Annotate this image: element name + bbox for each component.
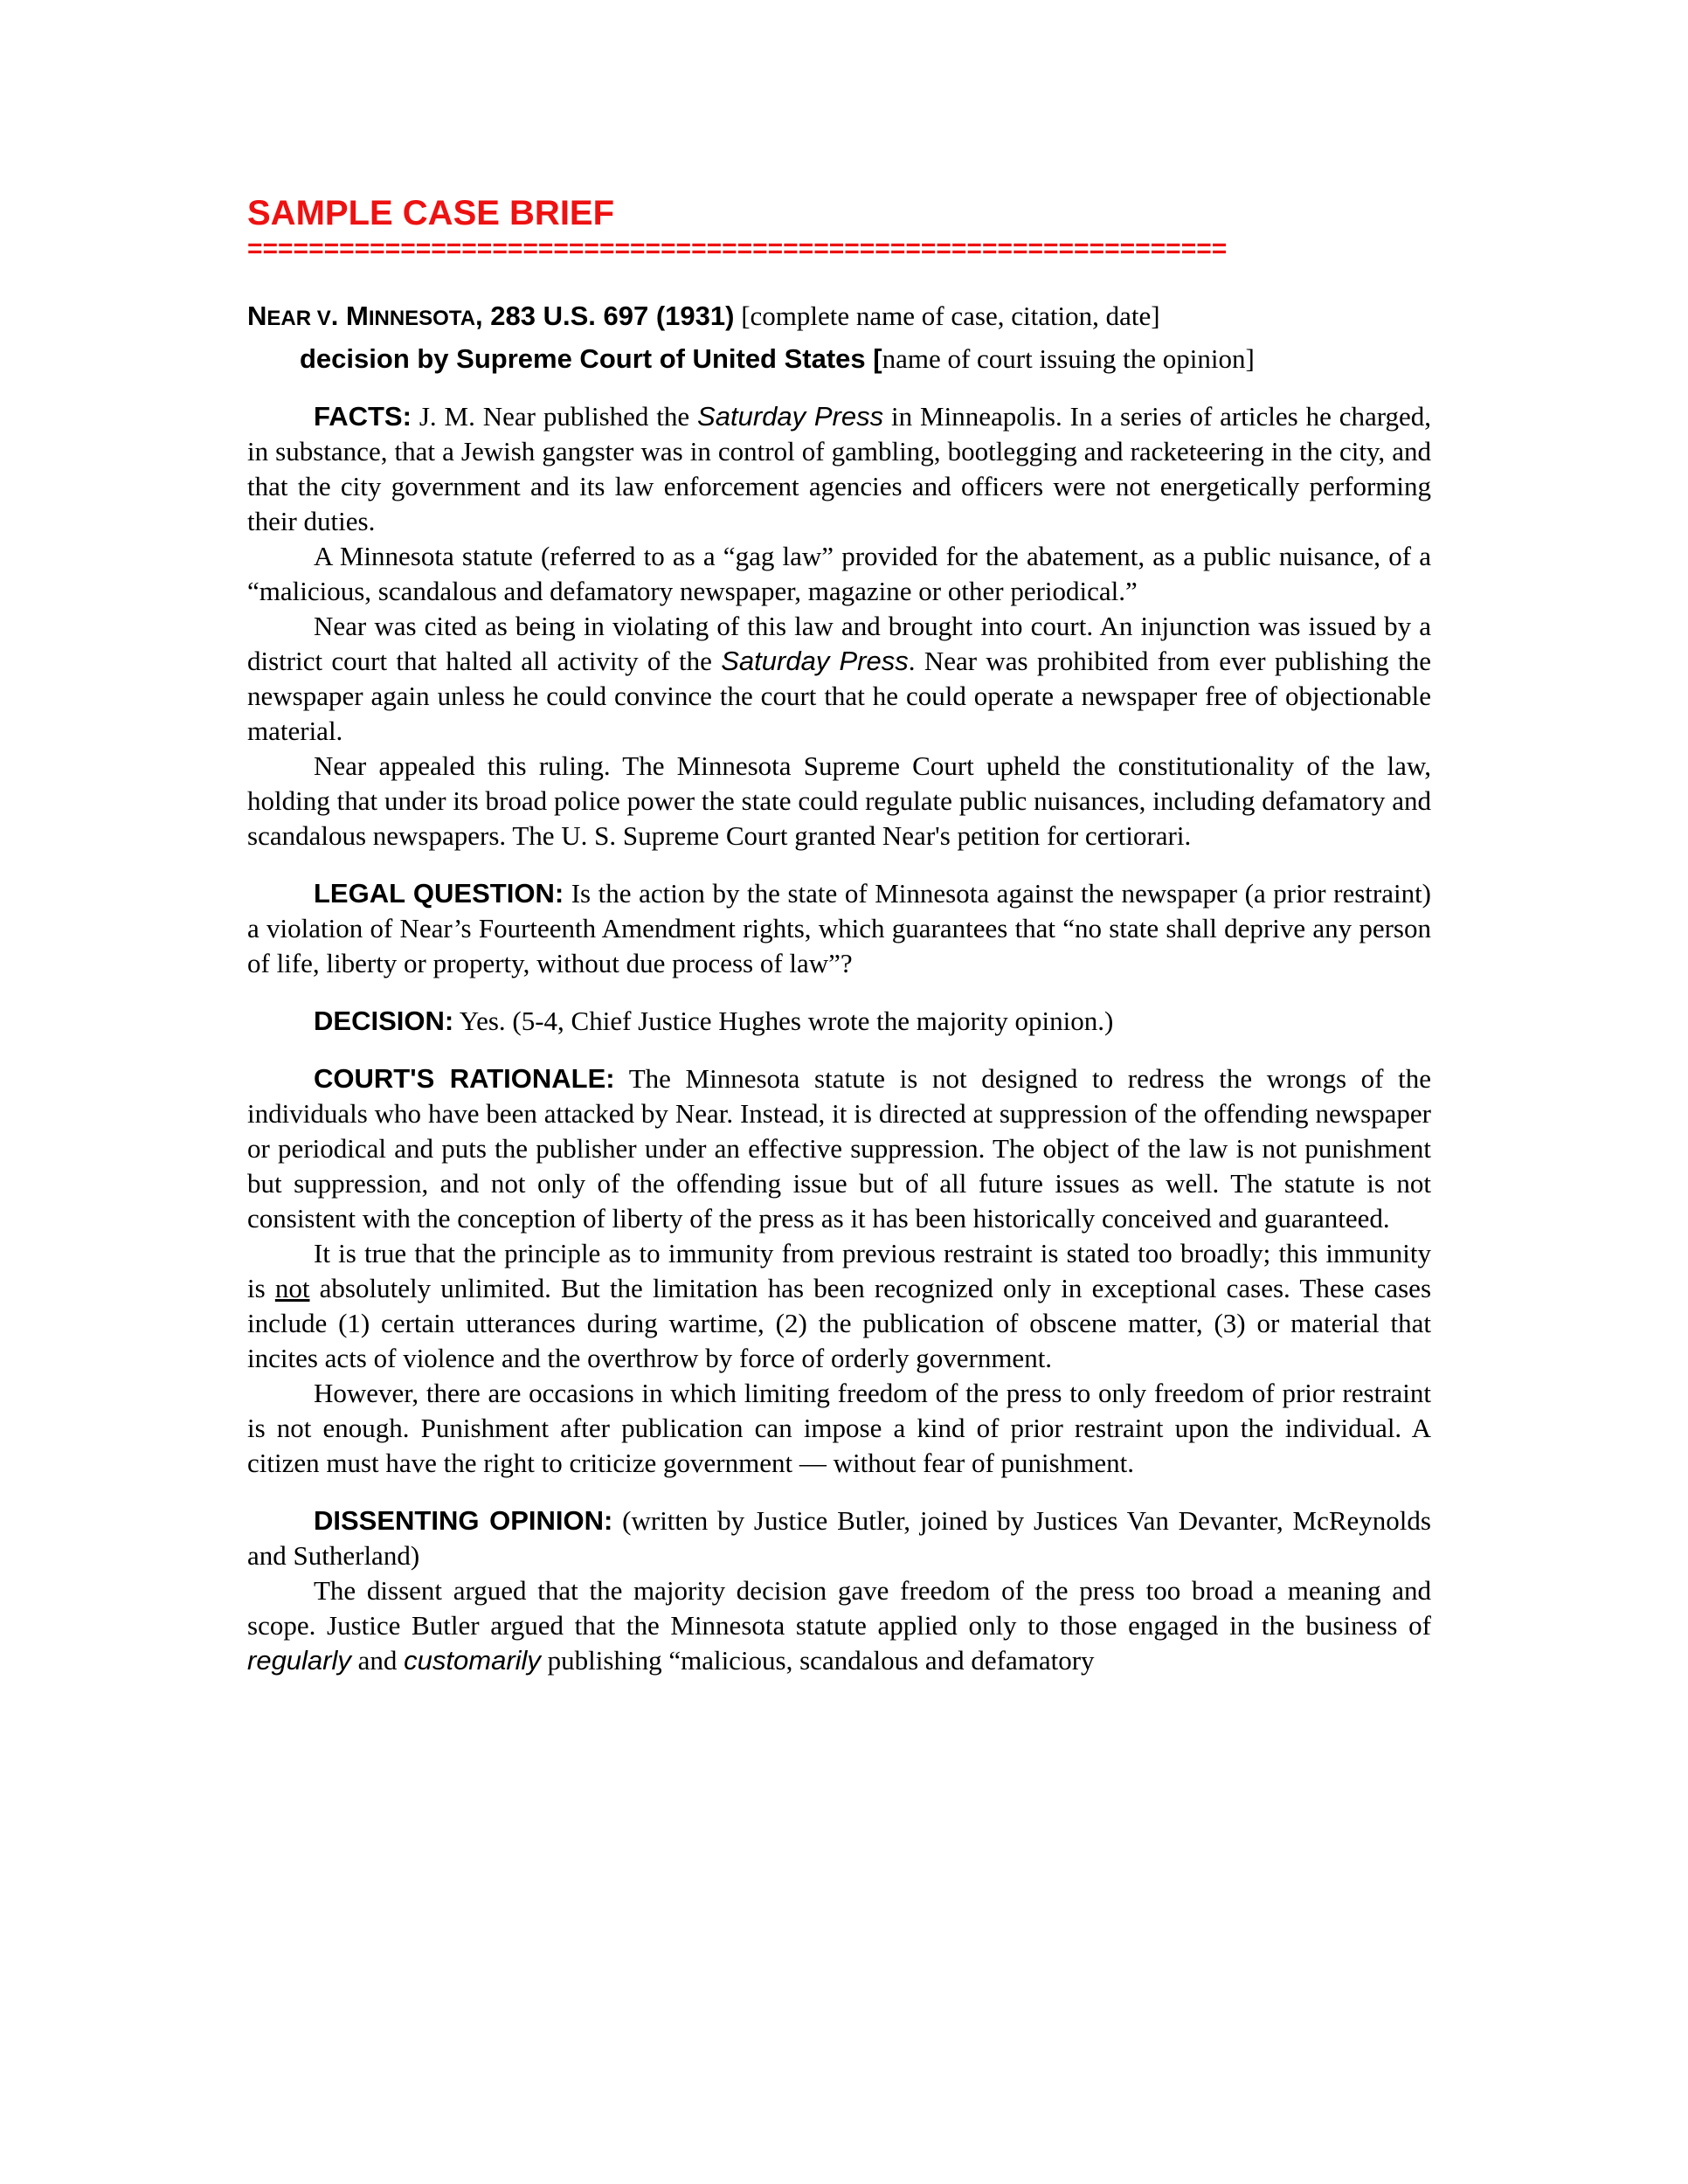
case-header [247,299,1431,336]
rationale-text: It is true that the principle as to immunity from previous restraint is stated too broadly; this immunity is [247,1238,1431,1303]
court-note: name of court issuing the opinion] [882,343,1255,374]
decision-label: DECISION: [314,1006,454,1036]
case-name-part: . M [330,301,369,331]
case-brief [247,192,1431,1678]
case-name-part: EAR V [266,307,331,330]
facts-text: . Near was prohibited from ever publishing the newspaper again unless he could convince the court that he could operate a newspaper free of objectionable material. [247,646,1432,746]
case-citation [247,301,734,331]
publication-name: Saturday Press [697,401,884,432]
decision-text: Yes. (5-4, Chief Justice Hughes wrote the majority opinion.) [453,1006,1114,1036]
legal-question-paragraph [247,876,1431,981]
facts-paragraph: A Minnesota statute (referred to as a “gag law” provided for the abatement, as a public nuisance, of a “malicious, scandalous and defamatory newspaper, magazine or other periodical.” [247,541,1431,606]
dissent-section [247,1503,1431,1678]
case-name-part: N [247,301,267,331]
case-header-note: [complete name of case, citation, date] [734,301,1160,331]
case-name-part: INNESOTA [368,307,476,330]
facts-section [247,399,1431,854]
rationale-text: absolutely unlimited. But the limitation has been recognized only in exceptional cases. These cases include (1) certain utterances during wartime, (2) the publication of obscene matter, (3) or material that incites acts of violence and the overthrow by force of orderly government. [247,1273,1432,1373]
facts-paragraph: Near appealed this ruling. The Minnesota Supreme Court upheld the constitutionality of the law, holding that under its broad police power the state could regulate public nuisances, including defamatory and scandalous newspapers. The U. S. Supreme Court granted Near's petition for certiorari. [247,750,1431,851]
facts-paragraph [247,399,1431,539]
rationale-paragraph [247,1236,1431,1376]
dissent-label: DISSENTING OPINION: [314,1505,613,1536]
decision-paragraph [247,1004,1431,1039]
underlined-word: not [274,1273,310,1303]
dissent-text: publishing “malicious, scandalous and defamatory [540,1645,1095,1676]
facts-label: FACTS: [314,401,412,432]
document-title: SAMPLE CASE BRIEF [247,194,615,232]
court-name: decision by Supreme Court of United States [ [300,343,882,374]
rationale-paragraph [247,1061,1431,1236]
case-name-part: , 283 U.S. 697 (1931) [475,301,735,331]
facts-text: Near was cited as being in violating of this law and brought into court. An injunction was issued by a district court that halted all activity of the [247,611,1431,676]
rationale-label: COURT'S RATIONALE: [314,1063,615,1094]
publication-name: Saturday Press [721,646,909,676]
rationale-paragraph: However, there are occasions in which limiting freedom of the press to only freedom of prior restraint is not enough. Punishment after publication can impose a kind of prior restraint upon the individual. A citizen must have the right to criticize government — without fear of punishment. [247,1378,1431,1478]
rationale-text: The Minnesota statute is not designed to redress the wrongs of the individuals who have been attacked by Near. Instead, it is directed at suppression of the offending newspaper or periodical and puts the publisher under an effective suppression. The object of the law is not punishment but suppression, and not only of the offending issue but of all future issues as well. The statute is not consistent with the conception of liberty of the press as it has been historically conceived and guaranteed. [247,1063,1432,1234]
legal-question-section [247,876,1431,981]
dissent-text: The dissent argued that the majority decision gave freedom of the press too broad a meaning and scope. Justice Butler argued that the Minnesota statute applied only to those engaged in the business of [247,1575,1431,1641]
dissent-text: and [350,1645,405,1676]
legal-question-text: Is the action by the state of Minnesota against the newspaper (a prior restraint) a violation of Near’s Fourteenth Amendment rights, which guarantees that “no state shall deprive any person of life, liberty or property, without due process of law”? [247,878,1432,978]
dissent-paragraph [247,1573,1431,1678]
court-line [247,342,1431,377]
emphasized-word: regularly [247,1645,351,1676]
facts-text: in Minneapolis. In a series of articles he charged, in substance, that a Jewish gangster was in control of gambling, bootlegging and racketeering in the city, and that the city government and its law enforcement agencies and officers were not energetically performing their duties. [247,401,1432,536]
dissent-intro: (written by Justice Butler, joined by Justices Van Devanter, McReynolds and Sutherland) [247,1505,1431,1571]
emphasized-word: customarily [404,1645,541,1676]
title-divider: ================================================================ [247,236,1228,262]
legal-question-label: LEGAL QUESTION: [314,878,564,909]
rationale-section [247,1061,1431,1481]
dissent-paragraph [247,1503,1431,1573]
facts-text: J. M. Near published the [411,401,698,432]
facts-paragraph [247,609,1431,749]
decision-section [247,1004,1431,1039]
